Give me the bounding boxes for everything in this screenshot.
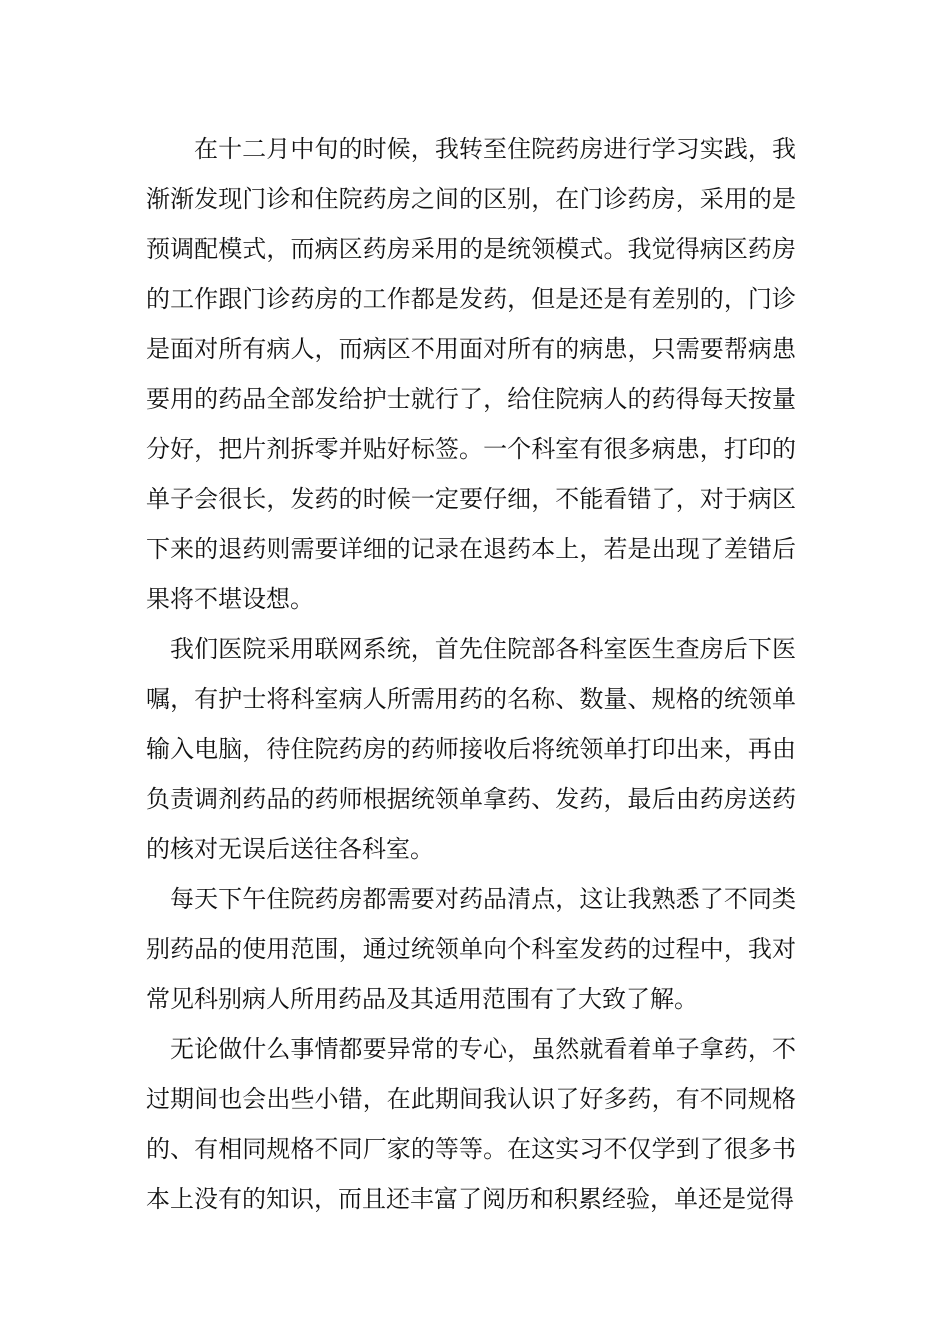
- paragraph-2: 我们医院采用联网系统，首先住院部各科室医生查房后下医嘱，有护士将科室病人所需用药的名称、数量、规格的统领单输入电脑，待住院药房的药师接收后将统领单打印出来，再由负责调剂药品的药师根据统领单拿药、发药，最后由药房送药的核对无误后送往各科室。: [146, 635, 796, 863]
- paragraph-1: 在十二月中旬的时候，我转至住院药房进行学习实践，我渐渐发现门诊和住院药房之间的区别，在门诊药房，采用的是预调配模式，而病区药房采用的是统领模式。我觉得病区药房的工作跟门诊药房的工作都是发药，但是还是有差别的，门诊是面对所有病人，而病区不用面对所有的病患，只需要帮病患要用的药品全部发给护士就行了，给住院病人的药得每天按量分好，把片剂拆零并贴好标签。一个科室有很多病患，打印的单子会很长，发药的时候一定要仔细，不能看错了，对于病区下来的退药则需要详细的记录在退药本上，若是出现了差错后果将不堪设想。: [146, 135, 796, 613]
- document-body: [146, 124, 796, 1224]
- paragraph-3: 每天下午住院药房都需要对药品清点，这让我熟悉了不同类别药品的使用范围，通过统领单向个科室发药的过程中，我对常见科别病人所用药品及其适用范围有了大致了解。: [146, 885, 796, 1013]
- paragraph-4: 无论做什么事情都要异常的专心，虽然就看着单子拿药，不过期间也会出些小错，在此期间我认识了好多药，有不同规格的、有相同规格不同厂家的等等。在这实习不仅学到了很多书本上没有的知识，而且还丰富了阅历和积累经验，单还是觉得: [146, 1035, 796, 1213]
